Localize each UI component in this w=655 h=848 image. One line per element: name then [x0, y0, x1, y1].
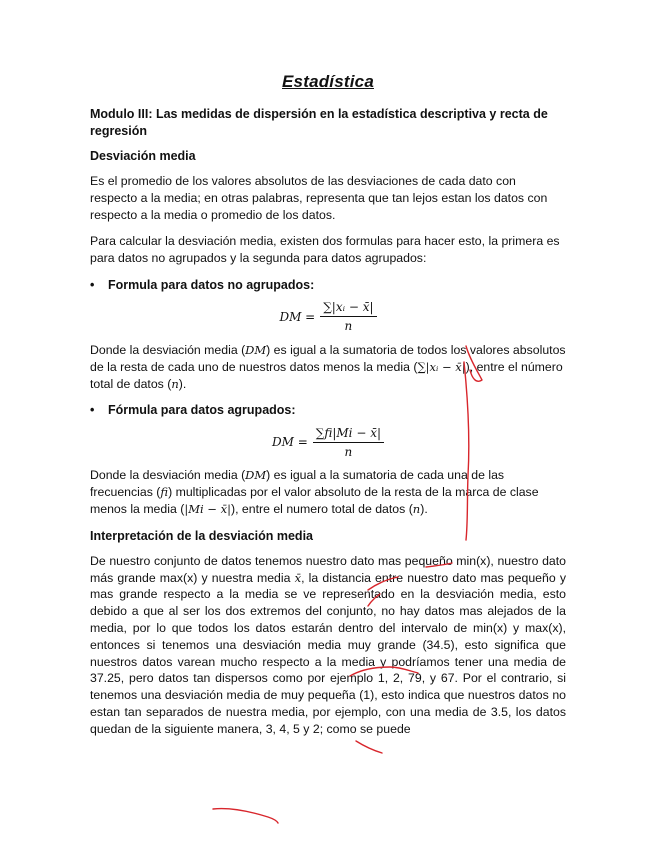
text-run: ), entre el número total de datos (: [90, 359, 563, 391]
paragraph-definition: Es el promedio de los valores absolutos de las desviaciones de cada dato con respecto a la media; en otras palabras, representa que tan lejos estan los datos con respecto a la media o promedio de los datos.: [90, 174, 548, 222]
formula-denominator: n: [344, 444, 353, 459]
math-run: x̄: [294, 570, 302, 585]
text-run: De nuestro conjunto de datos tenemos nuestro dato mas pequeño min(x), nuestro dato más grande max(x) y nuestra media: [90, 553, 566, 585]
paragraph-intro: Para calcular la desviación media, existen dos formulas para hacer esto, la primera es para datos no agrupados y la segunda para datos agrupados:: [90, 234, 560, 266]
section-heading-desviacion-media: Desviación media: [90, 149, 196, 163]
formula-numerator: ∑fi|Mi − x̄|: [313, 426, 384, 443]
math-run: n: [171, 376, 179, 391]
math-run: n: [412, 501, 421, 516]
bullet-dot: •: [90, 403, 95, 418]
formula-lhs: DM =: [279, 309, 316, 324]
bullet-dot: •: [90, 277, 95, 292]
text-run: ) es igual a la sumatoria de todos los valores absolutos de la resta de cada uno de nuestros datos menos la media (: [90, 342, 566, 374]
formula-agrupados: [90, 423, 566, 461]
paragraph-formula2-explanation: [90, 467, 566, 517]
math-run: ∑|xᵢ − x̄|: [417, 359, 466, 374]
paragraph-formula1-explanation: [90, 342, 566, 392]
page-title: Estadística: [282, 72, 374, 91]
formula-lhs: DM =: [271, 435, 308, 450]
text-run: Donde la desviación media (: [90, 342, 246, 357]
formula-fraction: [320, 300, 376, 333]
ink-mark-bottom-stroke: [213, 809, 278, 823]
document-page: [90, 72, 566, 748]
formula-numerator: ∑|xᵢ − x̄|: [320, 300, 376, 317]
text-run: , la distancia entre nuestro dato mas pequeño y mas grande respecto a la media se ve representado en la desviación media, esto debido a que al ser los dos extremos del conjunto, no hay datos mas alejados de la media, por lo que todos los datos estarán dentro del intervalo de min(x) y max(x), entonces si tenemos una desviación media muy grande (34.5), esto significa que nuestros datos varean mucho respecto a la media y podríamos tener una media de 37.25, pero datos tan dispersos como por ejemplo 1, 2, 79, y 67. Por el contrario, si tenemos una desviación media de muy pequeña (1), esto indica que nuestros datos no estan tan separados de nuestra media, por ejemplo, con una media de 3.5, los datos quedan de la siguiente manera, 3, 4, 5 y 2; como se puede: [90, 570, 566, 736]
bullet-label: Fórmula para datos agrupados:: [108, 403, 296, 418]
text-run: ).: [178, 376, 187, 391]
module-heading: Modulo III: Las medidas de dispersión en la estadística descriptiva y recta de regresión: [90, 107, 548, 138]
bullet-no-agrupados: [90, 277, 566, 294]
bullet-agrupados: [90, 402, 566, 419]
math-run: |Mi − x̄|: [184, 501, 231, 516]
bullet-label: Formula para datos no agrupados:: [108, 277, 315, 292]
formula-denominator: n: [344, 319, 353, 334]
math-run: DM: [245, 342, 267, 357]
text-run: ) multiplicadas por el valor absoluto de la resta de la marca de clase menos la media (: [90, 485, 539, 516]
formula-fraction: [313, 426, 384, 459]
text-run: ) es igual a la sumatoria de cada una de las frecuencias (: [90, 468, 505, 500]
text-run: ).: [420, 501, 428, 516]
math-run: fi: [160, 485, 169, 500]
text-run: ), entre el numero total de datos (: [230, 501, 413, 516]
math-run: DM: [245, 468, 267, 483]
section-heading-interpretacion: Interpretación de la desviación media: [90, 528, 313, 543]
formula-no-agrupados: [90, 298, 566, 336]
text-run: Donde la desviación media (: [90, 468, 246, 483]
paragraph-interpretation: [90, 553, 566, 738]
